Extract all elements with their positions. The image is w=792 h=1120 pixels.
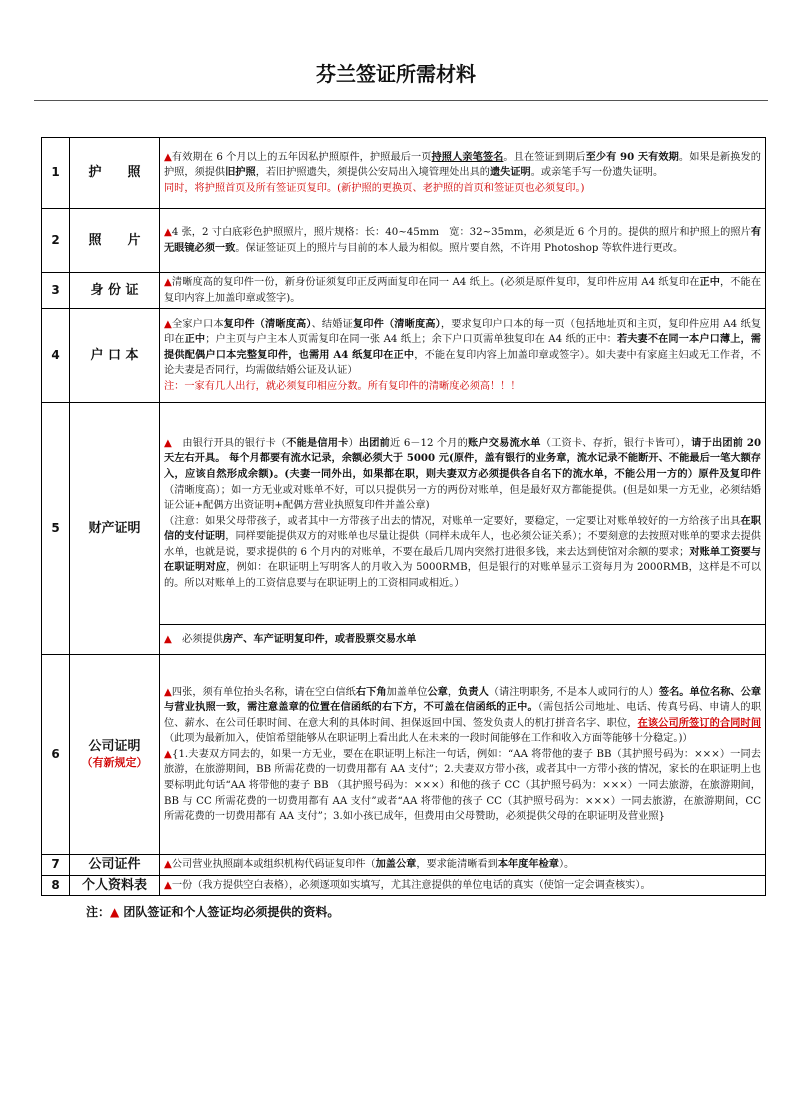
row-number: 4 [42,309,70,403]
red-triangle-icon: ▲ [164,318,172,330]
row-title [70,655,160,855]
red-triangle-icon: ▲ [164,633,172,645]
row-title: 公司证件 [70,855,160,876]
row-number: 8 [42,875,70,896]
row-number: 1 [42,138,70,209]
household-note: 注：一家有几人出行，就必须复印相应分数。所有复印件的清晰度必须高！！！ [164,381,521,393]
row-description: ▲公司营业执照副本或组织机构代码证复印件（加盖公章，要求能清晰看到本年度年检章）。 [160,855,766,876]
title-divider [34,100,768,101]
row-title: 个人资料表 [70,875,160,896]
table-row-id-card [42,273,766,309]
table-row-personal-form [42,875,766,896]
row-description: ▲清晰度高的复印件一份，新身份证须复印正反两面复印在同一 A4 纸上。(必须是原件复印，复印件应用 A4 纸复印在正中，不能在复印内容上加盖印章或签字)。 [160,273,766,309]
table-row-property-proof [42,403,766,625]
table-row-photo [42,209,766,273]
materials-table [41,137,766,896]
table-row-passport [42,138,766,209]
table-row-company-documents [42,855,766,876]
row-title: 身 份 证 [70,273,160,309]
row-description: ▲ 必须提供房产、车产证明复印件，或者股票交易水单 [160,625,766,655]
table-row-household-register [42,309,766,403]
red-triangle-icon: ▲ [110,905,120,919]
red-triangle-icon: ▲ [164,859,172,871]
row-title: 财产证明 [70,403,160,655]
row-number: 6 [42,655,70,855]
row-title: 护 照 [70,138,160,209]
row-description: ▲一份（我方提供空白表格），必须逐项如实填写，尤其注意提供的单位电话的真实（使馆一定会调查核实）。 [160,875,766,896]
row-number: 5 [42,403,70,655]
red-triangle-icon: ▲ [164,879,172,891]
row-number: 2 [42,209,70,273]
red-triangle-icon: ▲ [164,437,173,449]
red-triangle-icon: ▲ [164,748,172,760]
copy-requirement-note: 同时，将护照首页及所有签证页复印。(新护照的更换页、老护照的首页和签证页也必须复印。) [164,182,585,194]
red-triangle-icon: ▲ [164,686,172,698]
row-description: ▲全家户口本复印件（清晰度高）、结婚证复印件（清晰度高），要求复印户口本的每一页（包括地址页和主页，复印件应用 A4 纸复印在正中；户主页与户主本人页需复印在同一张 A4 纸上；余下户口页需单独复印在 A4 纸的正中：若夫妻不在同一本户口薄上，需提供配偶户口本完整复印件，也需用 A4 纸复印在正中，不能在复印内容上加盖印章或签字）。如夫妻中有家庭主妇或无工作者，不论夫妻是否同行，均需做结婚公证及认证） 注：一家有几人出行，就必须复印相应分数。所有复印件的清晰度必须高！！！ [160,309,766,403]
row-number: 7 [42,855,70,876]
row-description: ▲4 张，2 寸白底彩色护照照片，照片规格：长：40~45mm 宽：32~35mm，必须是近 6 个月的。提供的照片和护照上的照片有无眼镜必须一致。保证签证页上的照片与目前的本人最为相似。照片要自然，不许用 Photoshop 等软件进行更改。 [160,209,766,273]
row-description: ▲有效期在 6 个月以上的五年因私护照原件，护照最后一页持照人亲笔签名。且在签证到期后至少有 90 天有效期。如果是新换发的护照，须提供旧护照，若旧护照遗失，须提供公安局出入境管理处出具的遗失证明。或亲笔手写一份遗失证明。 同时，将护照首页及所有签证页复印。(新护照的更换页、老护照的首页和签证页也必须复印。) [160,138,766,209]
footer-note: 注：▲ 团队签证和个人签证均必须提供的资料。 [86,905,340,919]
red-triangle-icon: ▲ [164,151,172,163]
row-title: 照 片 [70,209,160,273]
company-certificate-label: 公司证明 [88,739,141,755]
row-description: ▲四张，须有单位抬头名称，请在空白信纸右下角加盖单位公章，负责人（请注明职务, 不是本人或同行的人）签名。单位名称、公章与营业执照一致，需注意盖章的位置在信函纸的右下方，不可盖在信函纸的正中。（需包括公司地址、电话、传真号码、申请人的职位、薪水、在公司任职时间、在意大利的具体时间、担保返回中国、签发负责人的机打拼音名字、职位，在该公司所签订的合同时间（此项为最新加入，使馆希望能够从在职证明上看出此人在未来的一段时间能够在工作和收入方面等能够十分稳定。)） ▲{1.夫妻双方同去的，如果一方无业，要在在职证明上标注一句话，例如：“AA 将带他的妻子 BB（其护照号码为：×××）一同去旅游，在旅游期间，BB 所需花费的一切费用都有 AA 支付”；2.夫妻双方带小孩，或者其中一方带小孩的情况，家长的在职证明上也要标明此句话“AA 将带他的妻子 BB （其护照号码为：×××）和他的孩子 CC（其护照号码为：×××）一同去旅游，在旅游期间，BB 与 CC 所需花费的一切费用都有 AA 支付”或者“AA 将带他的孩子 CC（其护照号码为：×××）一同去旅游，在旅游期间，CC 所需花费的一切费用都有 AA 支付”；3.如小孩已成年，但费用由父母赞助，必须提供父母的在职证明及营业照} [160,655,766,855]
row-title: 户 口 本 [70,309,160,403]
red-triangle-icon: ▲ [164,277,172,288]
new-rule-badge: （有新规定） [81,755,148,769]
red-triangle-icon: ▲ [164,226,172,238]
row-description: ▲ 由银行开具的银行卡（不能是信用卡）出团前近 6－12 个月的账户交易流水单（工资卡、存折，银行卡皆可），请于出团前 20 天左右开具。 每个月都要有流水记录，余额必须大于 5000 元(原件，盖有银行的业务章，流水记录不能断开、不能最后一笔大额存入，应该自然形成余额)。(夫妻一同外出，如果都在职，则夫妻双方必须提供各自名下的流水单，不能公用一方的）原件及复印件（清晰度高）；如一方无业或对账单不好，可以只提供另一方的两份对账单，但是最好双方都能提供。(但是如果一方无业，必须结婚证公证+配偶方出资证明+配偶方营业执照复印件并盖公章) （注意：如果父母带孩子，或者其中一方带孩子出去的情况，对账单一定要好，要稳定，一定要让对账单较好的一方给孩子出具在职信的支付证明，同样要能提供双方的对账单也尽量让提供（同样未成年人，也必须公证关系）；不要刻意的去按照对账单的要求去提供水单，也就是说，要求提供的 6 个月内的对账单，不要在最后几周内突然打进很多钱，来去达到使馆对余额的要求；对账单工资要与在职证明对应，例如：在职证明上写明客人的月收入为 5000RMB，但是银行的对账单显示工资每月为 2000RMB，这样是不可以的。所以对账单上的工资信息要与在职证明上的工资相同或相近。） [160,403,766,625]
row-number: 3 [42,273,70,309]
table-row-company-certificate [42,655,766,855]
page-title: 芬兰签证所需材料 [316,62,476,86]
